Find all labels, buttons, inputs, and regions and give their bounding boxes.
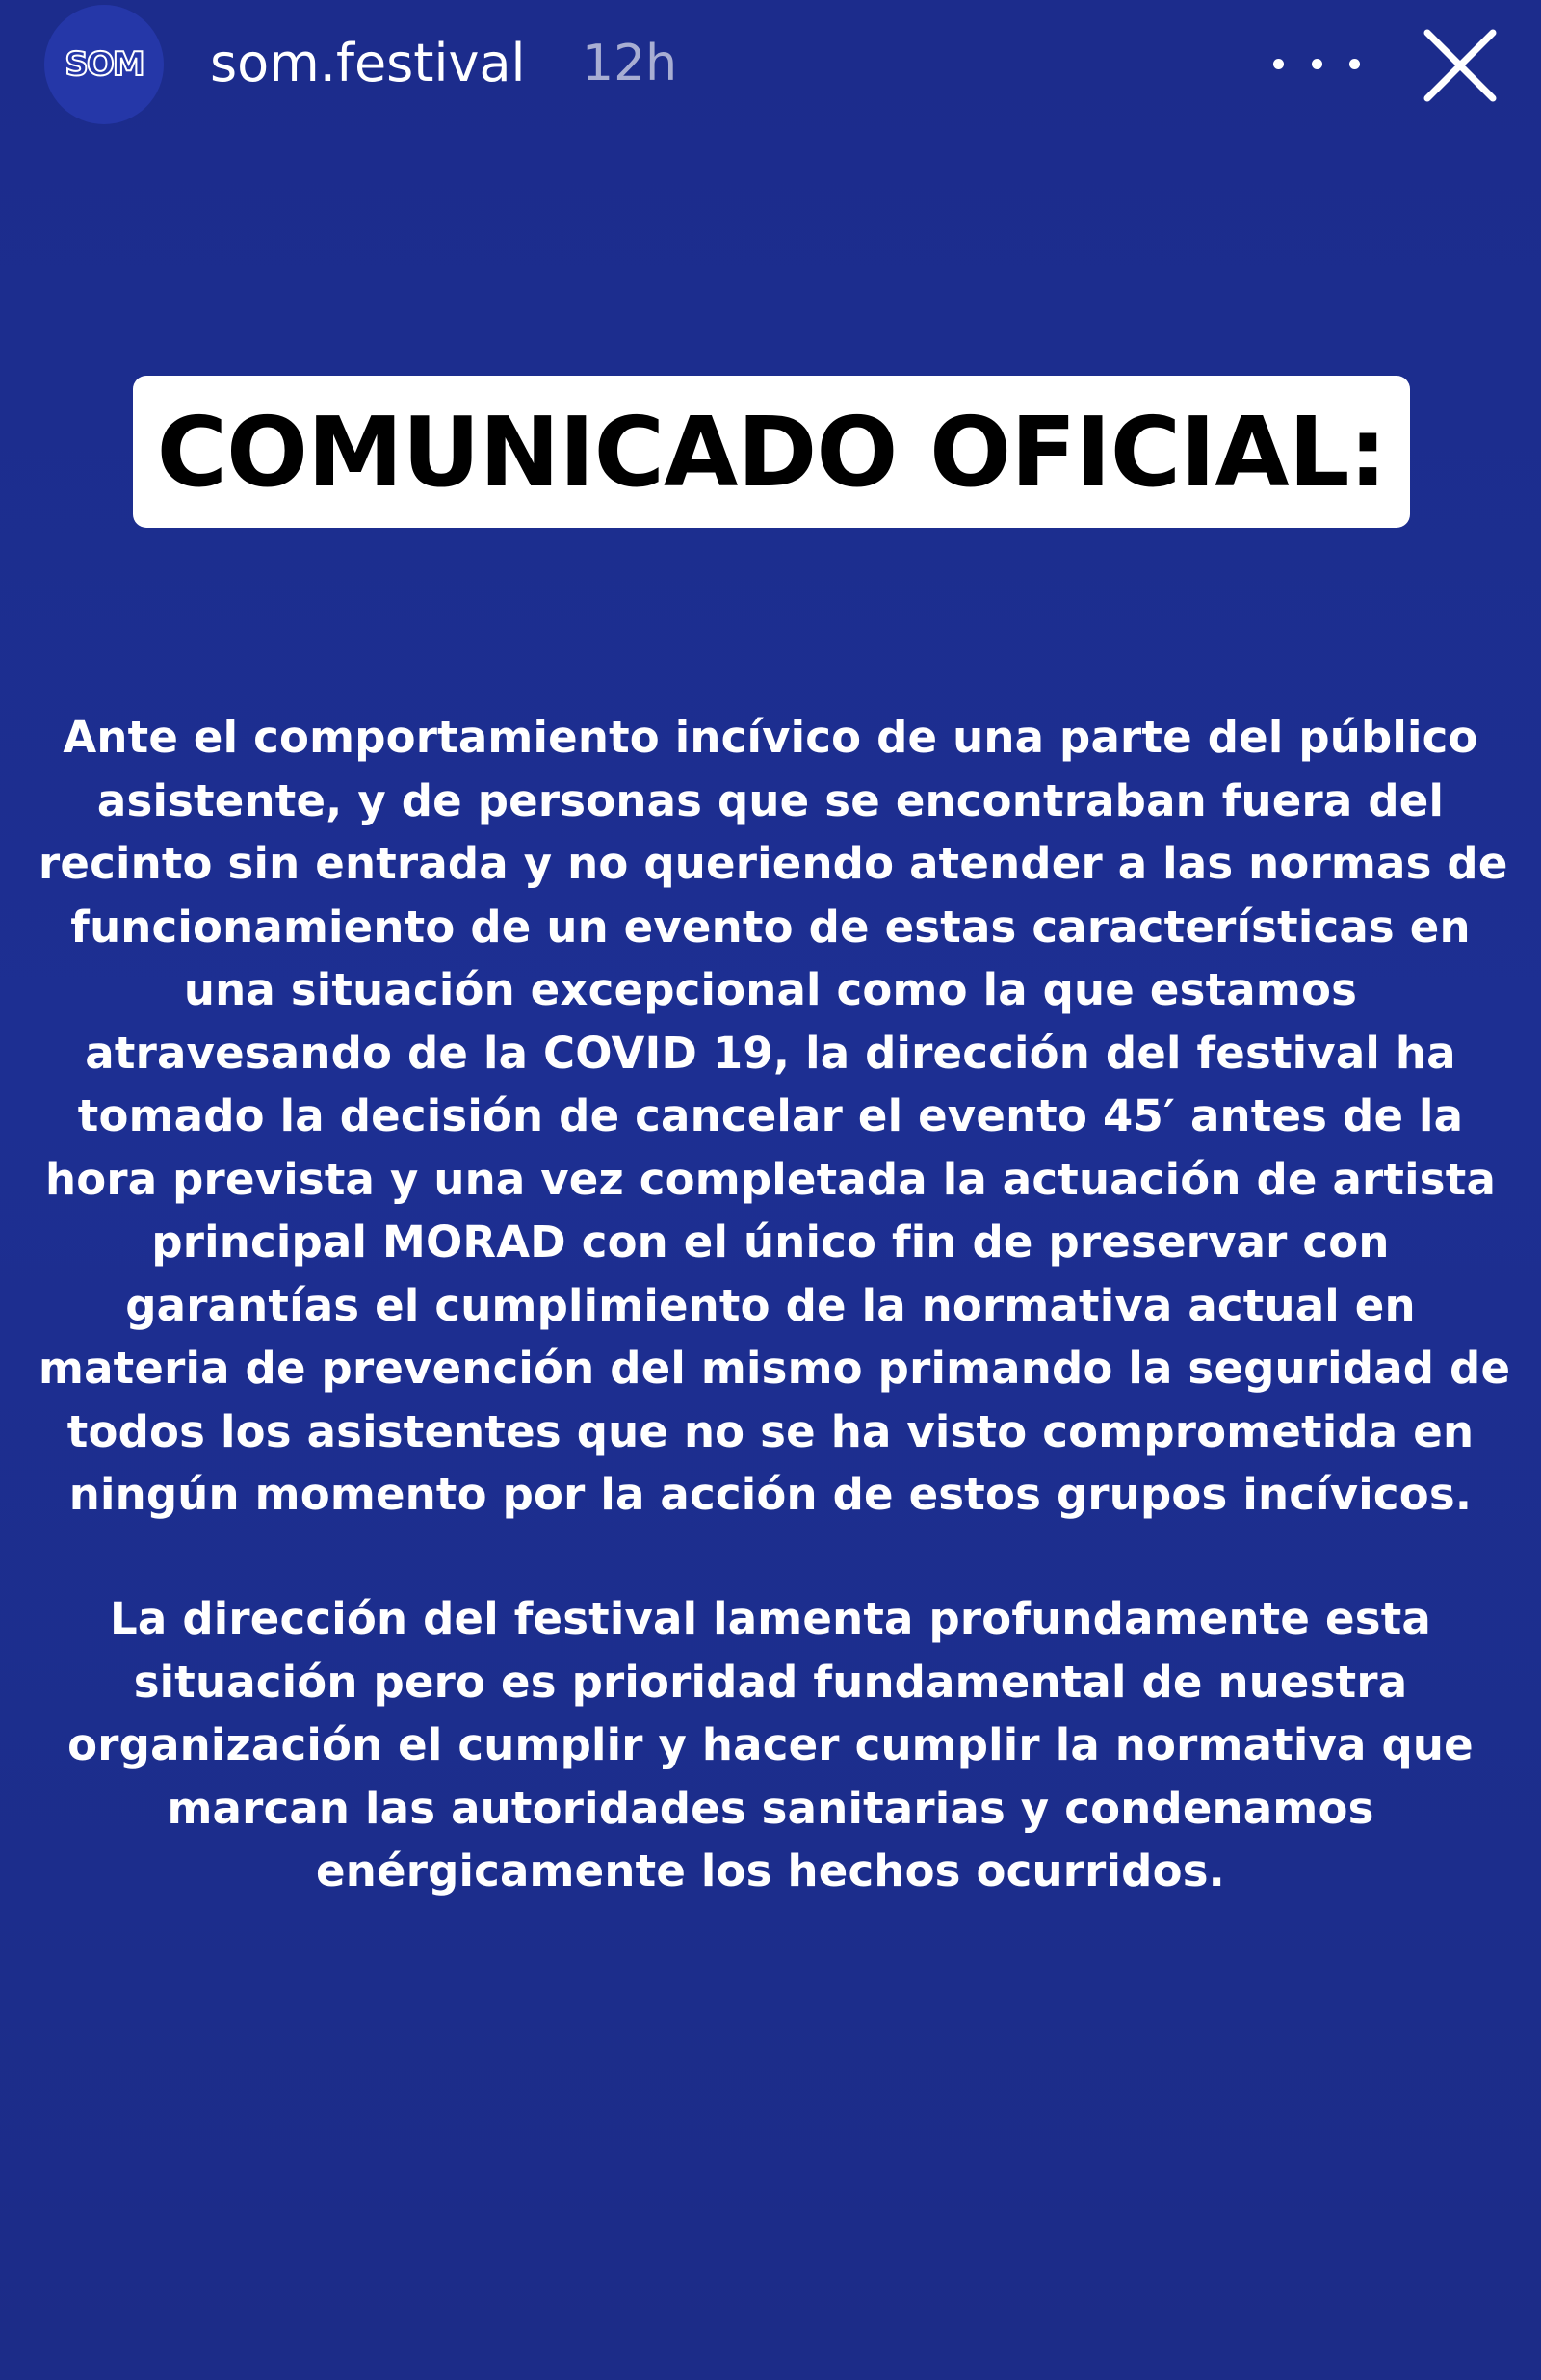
som-logo: SOM <box>65 45 144 84</box>
paragraph-line: hora prevista y una vez completada la actuación de artista <box>44 1153 1497 1205</box>
story-title: COMUNICADO OFICIAL: <box>156 395 1387 509</box>
paragraph-line: una situación excepcional como la que estamos <box>183 964 1358 1015</box>
statement-paragraph-1 <box>39 706 1511 1527</box>
paragraph-line: garantías el cumplimiento de la normativa actual en <box>125 1279 1416 1331</box>
paragraph-line: tomado la decisión de cancelar el evento 45′ antes de la <box>77 1090 1464 1141</box>
paragraph-line: funcionamiento de un evento de estas características en <box>70 901 1471 953</box>
title-banner <box>133 376 1410 528</box>
paragraph-line: materia de prevención del mismo primando la seguridad de <box>39 1343 1511 1394</box>
paragraph-line: asistente, y de personas que se encontraban fuera del <box>96 774 1445 826</box>
close-button[interactable] <box>1416 21 1504 110</box>
paragraph-line: principal MORAD con el único fin de preservar con <box>151 1216 1390 1268</box>
username[interactable]: som.festival <box>210 33 526 93</box>
paragraph-line: marcan las autoridades sanitarias y condenamos <box>167 1782 1374 1834</box>
paragraph-line: organización el cumplir y hacer cumplir la normativa que <box>67 1719 1474 1770</box>
close-icon <box>1416 21 1504 110</box>
story-timestamp: 12h <box>582 35 678 92</box>
paragraph-line: La dirección del festival lamenta profundamente esta <box>110 1593 1431 1644</box>
avatar[interactable] <box>44 5 164 124</box>
paragraph-line: ningún momento por la acción de estos grupos incívicos. <box>68 1469 1473 1520</box>
paragraph-line: enérgicamente los hechos ocurridos. <box>316 1845 1225 1896</box>
statement-paragraph-2 <box>39 1587 1502 1903</box>
more-options-button[interactable] <box>1273 35 1360 92</box>
more-horizontal-icon <box>1273 59 1360 69</box>
paragraph-line: todos los asistentes que no se ha visto comprometida en <box>66 1405 1475 1457</box>
paragraph-line: atravesando de la COVID 19, la dirección del festival ha <box>85 1027 1456 1079</box>
paragraph-line: situación pero es prioridad fundamental de nuestra <box>133 1656 1408 1708</box>
paragraph-line: Ante el comportamiento incívico de una parte del público <box>63 712 1478 763</box>
story-header <box>0 0 1541 135</box>
paragraph-line: recinto sin entrada y no queriendo atender a las normas de <box>39 838 1508 889</box>
